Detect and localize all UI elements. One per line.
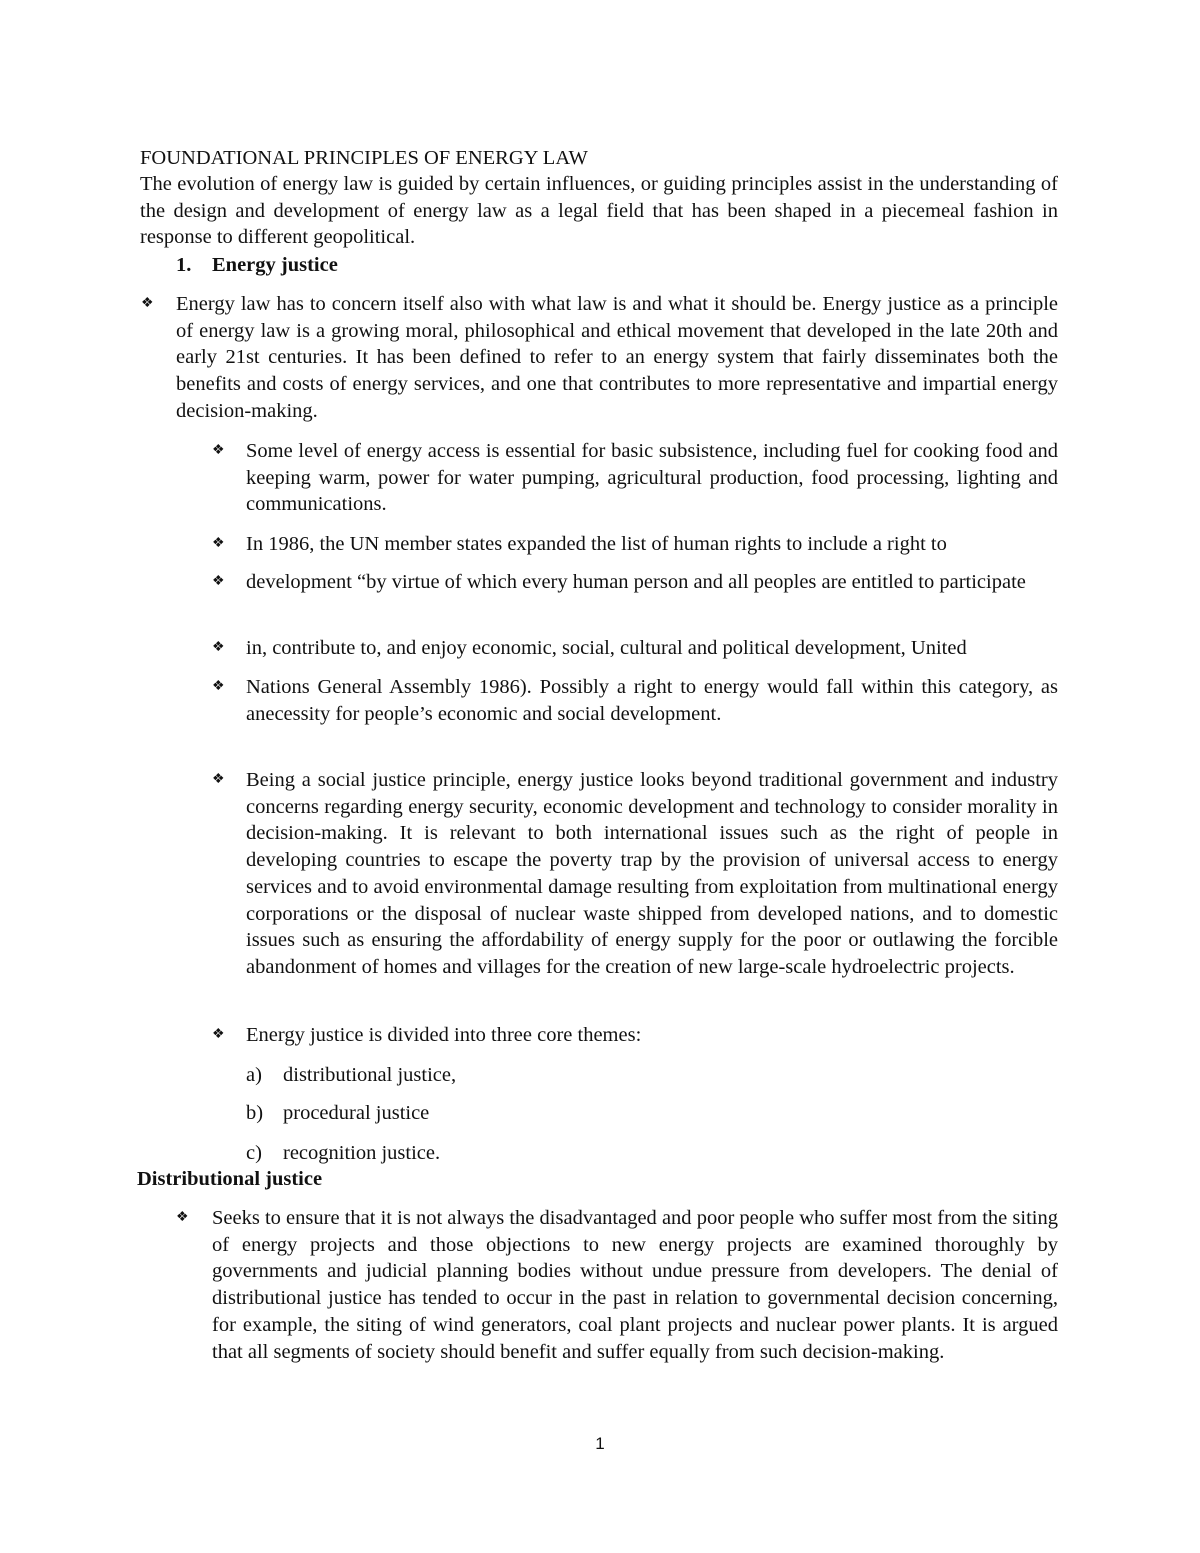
sub-bullet-text: Being a social justice principle, energy justice looks beyond traditional government and industry concerns regarding energy security, economic development and technology to consider morality in decision-making. It is relevant to both international issues such as the right of people in developing countries to escape the poverty trap by the provision of universal access to energy services and to avoid environmental damage resulting from exploitation from multinational energy corporations or the disposal of nuclear waste shipped from developed nations, and to domestic issues such as ensuring the affordability of energy supply for the poor or outlawing the forcible abandonment of homes and villages for the creation of new large-scale hydroelectric projects. <box>246 769 1058 978</box>
theme-item-b <box>246 1100 430 1127</box>
theme-text: procedural justice <box>283 1102 430 1124</box>
heading-text: Energy justice <box>212 254 338 276</box>
theme-letter: a) <box>246 1064 262 1086</box>
diamond-bullet-icon: ❖ <box>212 1027 225 1042</box>
sub-bullet-4 <box>212 635 1058 662</box>
diamond-bullet-icon: ❖ <box>212 772 225 787</box>
distributional-bullet <box>176 1205 1058 1365</box>
bullet-main <box>141 291 1058 425</box>
sub-bullet-text: Energy justice is divided into three core themes: <box>246 1024 642 1046</box>
sub-bullet-text: In 1986, the UN member states expanded the list of human rights to include a right to <box>246 533 947 555</box>
diamond-bullet-icon: ❖ <box>212 443 225 458</box>
sub-bullet-6 <box>212 767 1058 981</box>
diamond-bullet-icon: ❖ <box>212 574 225 589</box>
sub-bullet-1 <box>212 438 1058 518</box>
sub-bullet-text: Some level of energy access is essential for basic subsistence, including fuel for cooking food and keeping warm, power for water pumping, agricultural production, food processing, lighting and communications. <box>246 440 1058 516</box>
sub-bullet-2 <box>212 531 1058 558</box>
heading-energy-justice <box>176 252 338 279</box>
distributional-bullet-text: Seeks to ensure that it is not always the disadvantaged and poor people who suffer most from the siting of energy projects and those objections to new energy projects are examined thoroughly by governments and judicial planning bodies without undue pressure from developers. The denial of distributional justice has tended to occur in the past in relation to governmental decision concerning, for example, the siting of wind generators, coal plant projects and nuclear power plants. It is argued that all segments of society should benefit and suffer equally from such decision-making. <box>212 1207 1058 1363</box>
theme-item-c <box>246 1140 441 1167</box>
sub-bullet-text: in, contribute to, and enjoy economic, social, cultural and political development, United <box>246 637 967 659</box>
diamond-bullet-icon: ❖ <box>212 679 225 694</box>
theme-letter: c) <box>246 1142 262 1164</box>
sub-bullet-5 <box>212 674 1058 727</box>
bullet-main-text: Energy law has to concern itself also with what law is and what it should be. Energy justice as a principle of energy law is a growing moral, philosophical and ethical movement that developed in the late 20th and early 21st centuries. It has been defined to refer to an energy system that fairly disseminates both the benefits and costs of energy services, and one that contributes to more representative and impartial energy decision-making. <box>176 293 1058 422</box>
intro-paragraph: The evolution of energy law is guided by certain influences, or guiding principles assist in the understanding of the design and development of energy law as a legal field that has been shaped in a piecemeal fashion in response to different geopolitical. <box>140 173 1058 249</box>
sub-bullet-3 <box>212 569 1058 596</box>
theme-text: distributional justice, <box>283 1064 457 1086</box>
theme-letter: b) <box>246 1102 264 1124</box>
heading-number: 1. <box>176 254 192 276</box>
page-number: 1 <box>595 1434 605 1453</box>
sub-bullet-text: development “by virtue of which every human person and all peoples are entitled to participate <box>246 571 1026 593</box>
theme-item-a <box>246 1062 457 1089</box>
diamond-bullet-icon: ❖ <box>141 296 154 311</box>
document-title: FOUNDATIONAL PRINCIPLES OF ENERGY LAW <box>140 147 588 169</box>
sub-bullet-text: Nations General Assembly 1986). Possibly a right to energy would fall within this category, as anecessity for people’s economic and social development. <box>246 676 1058 725</box>
diamond-bullet-icon: ❖ <box>212 640 225 655</box>
diamond-bullet-icon: ❖ <box>176 1210 189 1225</box>
diamond-bullet-icon: ❖ <box>212 536 225 551</box>
sub-bullet-7 <box>212 1022 1058 1049</box>
section-heading-distributional-justice: Distributional justice <box>137 1168 323 1190</box>
theme-text: recognition justice. <box>283 1142 441 1164</box>
